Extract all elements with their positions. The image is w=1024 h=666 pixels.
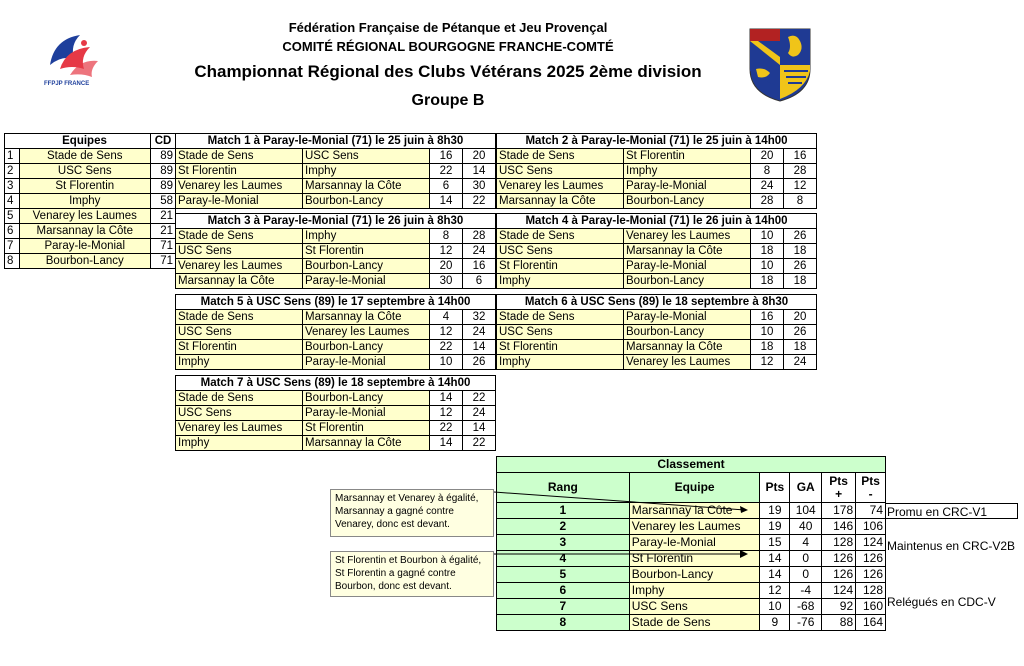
score-away: 32 xyxy=(463,310,496,325)
score-away: 14 xyxy=(463,164,496,179)
team-away: Marsannay la Côte xyxy=(624,244,751,259)
team: Bourbon-Lancy xyxy=(629,567,760,583)
team-home: USC Sens xyxy=(497,164,624,179)
team-away: Bourbon-Lancy xyxy=(303,340,430,355)
team: USC Sens xyxy=(629,599,760,615)
team-home: Imphy xyxy=(497,355,624,370)
pts-col-header: Pts xyxy=(760,473,790,503)
team-col-header: Equipe xyxy=(629,473,760,503)
pts: 9 xyxy=(760,615,790,631)
team-name: Stade de Sens xyxy=(19,149,151,164)
team-home: Stade de Sens xyxy=(176,229,303,244)
score-home: 16 xyxy=(751,310,784,325)
team-home: Marsannay la Côte xyxy=(497,194,624,209)
score-home: 10 xyxy=(430,355,463,370)
team-home: Stade de Sens xyxy=(497,149,624,164)
ga: 0 xyxy=(790,567,822,583)
team-home: USC Sens xyxy=(497,244,624,259)
group-title: Groupe B xyxy=(411,92,485,109)
team: Venarey les Laumes xyxy=(629,519,760,535)
team-home: St Florentin xyxy=(176,340,303,355)
team-name: Venarey les Laumes xyxy=(19,209,151,224)
score-away: 24 xyxy=(463,406,496,421)
team-away: Imphy xyxy=(624,164,751,179)
team-cd: 71 xyxy=(151,254,176,269)
team-away: St Florentin xyxy=(624,149,751,164)
score-home: 18 xyxy=(751,244,784,259)
pts-minus: 74 xyxy=(856,503,886,519)
team-number: 7 xyxy=(5,239,20,254)
team-away: St Florentin xyxy=(303,421,430,436)
note-2-arrowhead xyxy=(740,550,748,558)
team-away: Marsannay la Côte xyxy=(303,310,430,325)
team-home: St Florentin xyxy=(497,340,624,355)
team-cd: 21 xyxy=(151,209,176,224)
team-cd: 89 xyxy=(151,149,176,164)
team-away: Paray-le-Monial xyxy=(624,310,751,325)
team-cd: 58 xyxy=(151,194,176,209)
pts-minus: 164 xyxy=(856,615,886,631)
team-away: Bourbon-Lancy xyxy=(303,391,430,406)
status-maintenus: Maintenus en CRC-V2B xyxy=(887,539,1016,553)
pts-plus: 88 xyxy=(822,615,856,631)
rank: 7 xyxy=(497,599,630,615)
score-away: 24 xyxy=(463,325,496,340)
cd-col-header: CD xyxy=(151,134,176,149)
pts-plus: 124 xyxy=(822,583,856,599)
committee-name: COMITÉ RÉGIONAL BOURGOGNE FRANCHE-COMTÉ xyxy=(282,39,614,54)
team-away: USC Sens xyxy=(303,149,430,164)
team-away: Venarey les Laumes xyxy=(303,325,430,340)
ranking-title: Classement xyxy=(497,457,886,473)
rank: 3 xyxy=(497,535,630,551)
team-home: Stade de Sens xyxy=(497,229,624,244)
score-home: 8 xyxy=(751,164,784,179)
match-title: Match 6 à USC Sens (89) le 18 septembre à 8h30 xyxy=(497,295,817,310)
team-name: St Florentin xyxy=(19,179,151,194)
ga: 0 xyxy=(790,551,822,567)
team-away: Imphy xyxy=(303,229,430,244)
rank: 4 xyxy=(497,551,630,567)
score-home: 18 xyxy=(751,340,784,355)
rank: 2 xyxy=(497,519,630,535)
team-home: Stade de Sens xyxy=(176,391,303,406)
score-away: 22 xyxy=(463,436,496,451)
team-home: St Florentin xyxy=(176,164,303,179)
rank-col-header: Rang xyxy=(497,473,630,503)
pts-minus: 128 xyxy=(856,583,886,599)
pts-plus: 126 xyxy=(822,567,856,583)
team-away: Bourbon-Lancy xyxy=(624,325,751,340)
ga-col-header: GA xyxy=(790,473,822,503)
rank: 8 xyxy=(497,615,630,631)
pts: 15 xyxy=(760,535,790,551)
score-away: 22 xyxy=(463,194,496,209)
score-home: 14 xyxy=(430,436,463,451)
team-away: Marsannay la Côte xyxy=(624,340,751,355)
score-home: 10 xyxy=(751,259,784,274)
score-home: 22 xyxy=(430,164,463,179)
score-home: 16 xyxy=(430,149,463,164)
team-name: Marsannay la Côte xyxy=(19,224,151,239)
team-away: Paray-le-Monial xyxy=(303,274,430,289)
score-away: 14 xyxy=(463,340,496,355)
team-home: USC Sens xyxy=(176,406,303,421)
score-away: 24 xyxy=(463,244,496,259)
team-home: St Florentin xyxy=(497,259,624,274)
score-away: 14 xyxy=(463,421,496,436)
team-away: St Florentin xyxy=(303,244,430,259)
team-home: Venarey les Laumes xyxy=(176,421,303,436)
score-home: 12 xyxy=(751,355,784,370)
federation-name: Fédération Française de Pétanque et Jeu Provençal xyxy=(288,20,608,35)
rank: 1 xyxy=(497,503,630,519)
match-title: Match 3 à Paray-le-Monial (71) le 26 juin à 8h30 xyxy=(176,214,496,229)
score-away: 6 xyxy=(463,274,496,289)
score-away: 18 xyxy=(784,244,817,259)
pts-minus: 124 xyxy=(856,535,886,551)
score-away: 24 xyxy=(784,355,817,370)
score-away: 28 xyxy=(784,164,817,179)
team-name: Imphy xyxy=(19,194,151,209)
score-home: 20 xyxy=(751,149,784,164)
match-title: Match 2 à Paray-le-Monial (71) le 25 juin à 14h00 xyxy=(497,134,817,149)
team-home: Imphy xyxy=(497,274,624,289)
team: Marsannay la Côte xyxy=(629,503,760,519)
ga: -4 xyxy=(790,583,822,599)
page-title: Championnat Régional des Clubs Vétérans 2025 2ème division xyxy=(194,62,702,81)
pts-plus-col-header: Pts + xyxy=(822,473,856,503)
ga: -76 xyxy=(790,615,822,631)
score-home: 12 xyxy=(430,325,463,340)
team-home: Imphy xyxy=(176,355,303,370)
team-away: Bourbon-Lancy xyxy=(624,194,751,209)
tie-note-2-text: St Florentin et Bourbon à égalité, St Florentin a gagné contre Bourbon, donc est devant. xyxy=(335,555,482,592)
team: Stade de Sens xyxy=(629,615,760,631)
team-home: Venarey les Laumes xyxy=(176,179,303,194)
score-away: 20 xyxy=(784,310,817,325)
pts: 19 xyxy=(760,503,790,519)
team-cd: 21 xyxy=(151,224,176,239)
score-away: 16 xyxy=(463,259,496,274)
team-away: Paray-le-Monial xyxy=(624,179,751,194)
pts: 10 xyxy=(760,599,790,615)
score-away: 30 xyxy=(463,179,496,194)
team-number: 6 xyxy=(5,224,20,239)
ga: 104 xyxy=(790,503,822,519)
team-away: Venarey les Laumes xyxy=(624,229,751,244)
pts-minus: 160 xyxy=(856,599,886,615)
score-home: 24 xyxy=(751,179,784,194)
team-home: Venarey les Laumes xyxy=(497,179,624,194)
team-name: USC Sens xyxy=(19,164,151,179)
pts-minus: 126 xyxy=(856,567,886,583)
pts-minus: 106 xyxy=(856,519,886,535)
team-cd: 89 xyxy=(151,179,176,194)
pts-plus: 146 xyxy=(822,519,856,535)
score-away: 18 xyxy=(784,340,817,355)
pts: 14 xyxy=(760,567,790,583)
score-home: 14 xyxy=(430,391,463,406)
score-away: 26 xyxy=(784,229,817,244)
team: Paray-le-Monial xyxy=(629,535,760,551)
score-home: 30 xyxy=(430,274,463,289)
match-title: Match 7 à USC Sens (89) le 18 septembre à 14h00 xyxy=(176,376,496,391)
match-title: Match 4 à Paray-le-Monial (71) le 26 juin à 14h00 xyxy=(497,214,817,229)
team-home: Venarey les Laumes xyxy=(176,259,303,274)
pts-plus: 126 xyxy=(822,551,856,567)
pts: 19 xyxy=(760,519,790,535)
team-number: 3 xyxy=(5,179,20,194)
score-home: 14 xyxy=(430,194,463,209)
pts: 12 xyxy=(760,583,790,599)
pts-plus: 128 xyxy=(822,535,856,551)
team-away: Imphy xyxy=(303,164,430,179)
ga: -68 xyxy=(790,599,822,615)
team-number: 5 xyxy=(5,209,20,224)
score-home: 6 xyxy=(430,179,463,194)
team-away: Venarey les Laumes xyxy=(624,355,751,370)
score-home: 4 xyxy=(430,310,463,325)
score-away: 26 xyxy=(784,325,817,340)
team-home: Stade de Sens xyxy=(176,149,303,164)
rank: 6 xyxy=(497,583,630,599)
team-home: Imphy xyxy=(176,436,303,451)
team-home: USC Sens xyxy=(497,325,624,340)
pts-minus: 126 xyxy=(856,551,886,567)
team-cd: 71 xyxy=(151,239,176,254)
score-away: 26 xyxy=(463,355,496,370)
team-home: USC Sens xyxy=(176,244,303,259)
team-away: Paray-le-Monial xyxy=(303,355,430,370)
team-home: Marsannay la Côte xyxy=(176,274,303,289)
team-home: Stade de Sens xyxy=(176,310,303,325)
score-home: 10 xyxy=(751,325,784,340)
score-away: 12 xyxy=(784,179,817,194)
score-away: 26 xyxy=(784,259,817,274)
team-away: Bourbon-Lancy xyxy=(624,274,751,289)
score-away: 8 xyxy=(784,194,817,209)
score-away: 22 xyxy=(463,391,496,406)
team-cd: 89 xyxy=(151,164,176,179)
pts-plus: 178 xyxy=(822,503,856,519)
score-away: 28 xyxy=(463,229,496,244)
logo-text: FFPJP FRANCE xyxy=(44,81,90,87)
team: Imphy xyxy=(629,583,760,599)
score-home: 10 xyxy=(751,229,784,244)
teams-col-header: Equipes xyxy=(19,134,151,149)
note-1-arrowhead xyxy=(740,506,748,513)
team-name: Bourbon-Lancy xyxy=(19,254,151,269)
score-home: 22 xyxy=(430,340,463,355)
score-home: 12 xyxy=(430,244,463,259)
score-home: 8 xyxy=(430,229,463,244)
score-home: 28 xyxy=(751,194,784,209)
ga: 4 xyxy=(790,535,822,551)
score-home: 20 xyxy=(430,259,463,274)
team-number: 4 xyxy=(5,194,20,209)
score-home: 18 xyxy=(751,274,784,289)
note-1-arrow xyxy=(494,492,745,510)
match-title: Match 1 à Paray-le-Monial (71) le 25 juin à 8h30 xyxy=(176,134,496,149)
team-number: 8 xyxy=(5,254,20,269)
team-number: 2 xyxy=(5,164,20,179)
team: St Florentin xyxy=(629,551,760,567)
team-away: Paray-le-Monial xyxy=(624,259,751,274)
score-home: 12 xyxy=(430,406,463,421)
score-away: 16 xyxy=(784,149,817,164)
tie-note-1-text: Marsannay et Venarey à égalité, Marsannay a gagné contre Venarey, donc est devant. xyxy=(335,493,479,530)
team-home: USC Sens xyxy=(176,325,303,340)
status-promu: Promu en CRC-V1 xyxy=(887,505,988,519)
score-away: 18 xyxy=(784,274,817,289)
score-home: 22 xyxy=(430,421,463,436)
team-home: Stade de Sens xyxy=(497,310,624,325)
team-number: 1 xyxy=(5,149,20,164)
team-away: Paray-le-Monial xyxy=(303,406,430,421)
pts-plus: 92 xyxy=(822,599,856,615)
ga: 40 xyxy=(790,519,822,535)
match-title: Match 5 à USC Sens (89) le 17 septembre à 14h00 xyxy=(176,295,496,310)
rank: 5 xyxy=(497,567,630,583)
status-relegues: Relégués en CDC-V xyxy=(887,595,996,609)
pts: 14 xyxy=(760,551,790,567)
team-name: Paray-le-Monial xyxy=(19,239,151,254)
team-away: Bourbon-Lancy xyxy=(303,259,430,274)
team-away: Bourbon-Lancy xyxy=(303,194,430,209)
score-away: 20 xyxy=(463,149,496,164)
team-away: Marsannay la Côte xyxy=(303,179,430,194)
pts-minus-col-header: Pts - xyxy=(856,473,886,503)
team-away: Marsannay la Côte xyxy=(303,436,430,451)
team-home: Paray-le-Monial xyxy=(176,194,303,209)
